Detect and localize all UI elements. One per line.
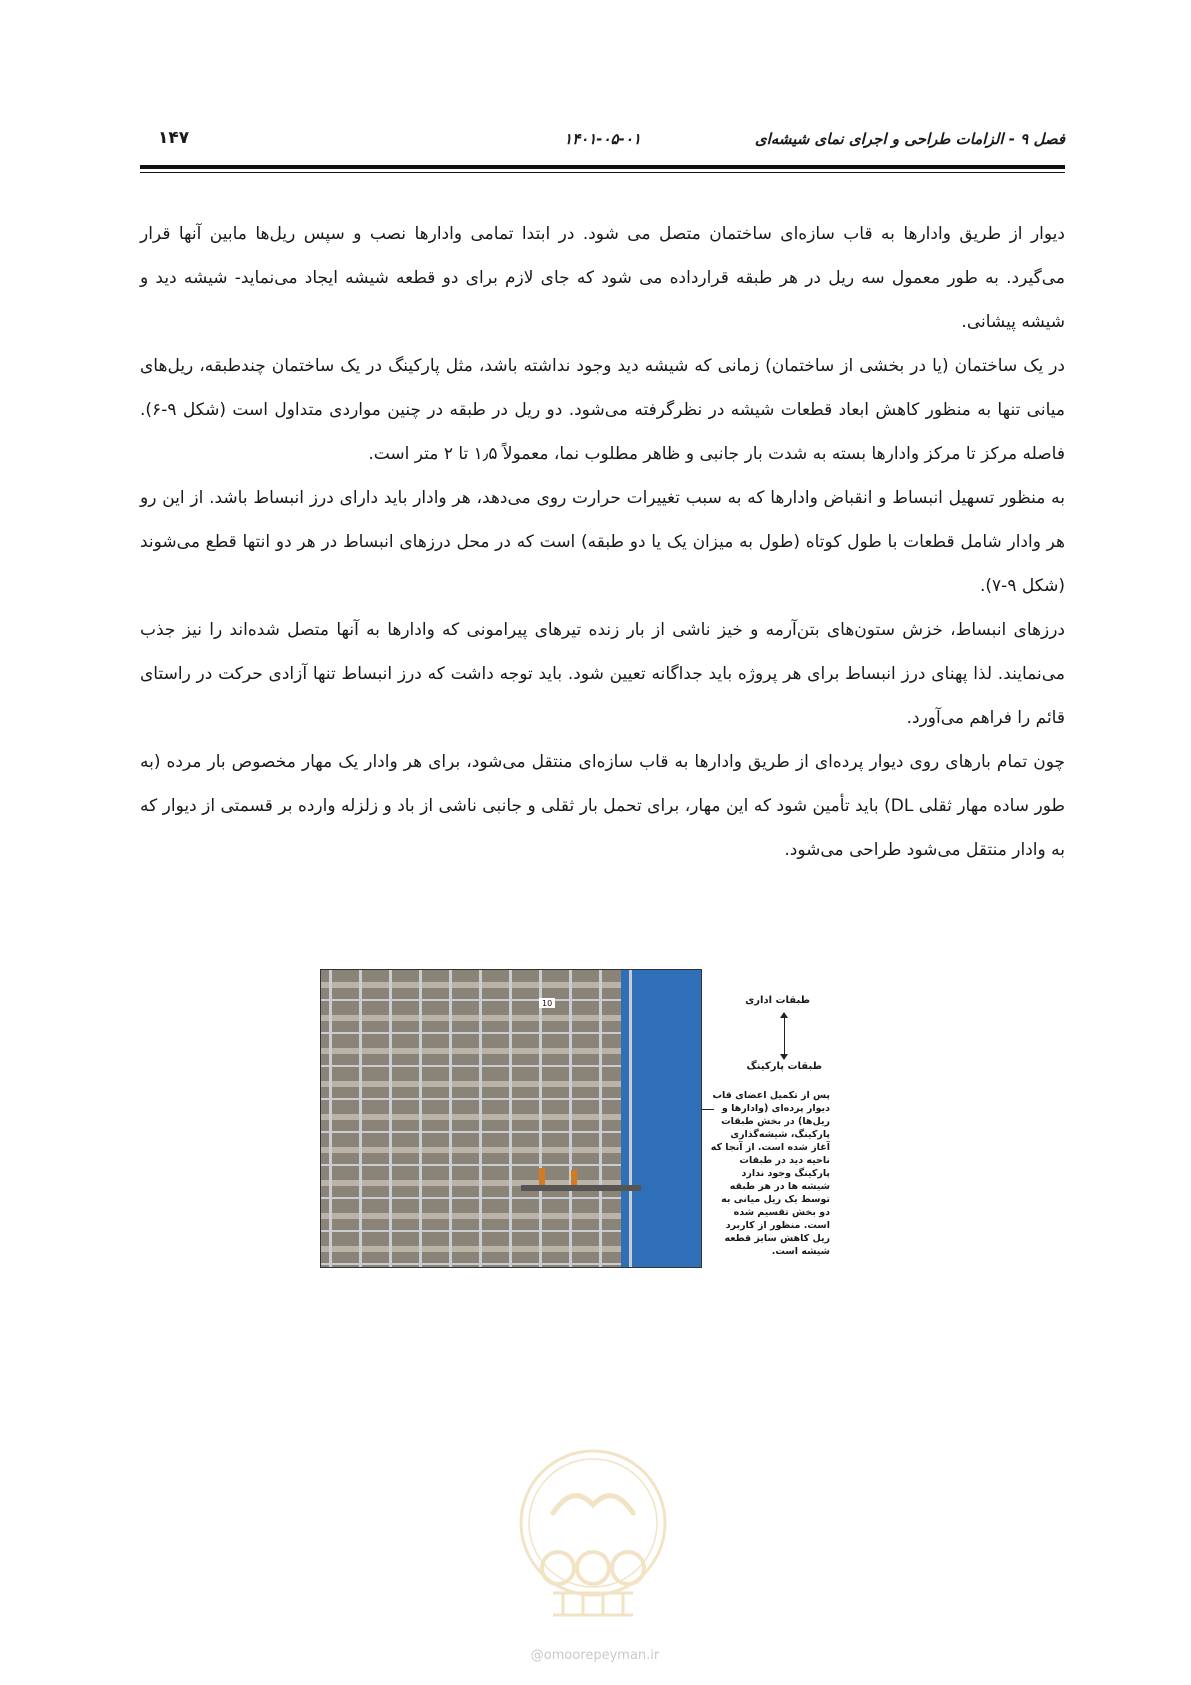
rail bbox=[321, 1164, 621, 1166]
floor-slab bbox=[321, 1246, 621, 1252]
rail bbox=[321, 1197, 621, 1199]
seal-watermark-icon bbox=[498, 1443, 688, 1633]
mullion bbox=[569, 970, 572, 1268]
label-parking-floors: طبقات پارکینگ bbox=[746, 1061, 822, 1072]
paragraph: به منظور تسهیل انبساط و انقباض وادارها که به سبب تغییرات حرارت روی می‌دهد، هر وادار باید دارای درز انبساط باشد. از این رو هر وادار شامل قطعات با طول کوتاه (طول به میزان یک یا دو طبقه) است که در محل درزهای انبساط در هر دو انتها قطع می‌شوند (شکل ۹-۷). bbox=[140, 488, 1065, 596]
seal-ring-inner bbox=[529, 1459, 657, 1587]
gondola-platform bbox=[521, 1185, 641, 1191]
figure-caption: پس از تکمیل اعضای قاب دیوار پرده‌ای (وادارها و ریل‌ها) در بخش طبقات پارکینگ، شیشه‌گذاری آغاز شده است. از آنجا که ناحیه دید در طبقات پارکینگ وجود ندارد شیشه ها در هر طبقه توسط یک ریل میانی به دو بخش تقسیم شده است. منظور از کاربرد ریل کاهش سایز قطعه شیشه است. bbox=[710, 1090, 830, 1257]
chapter-title: فصل ۹ - الزامات طراحی و اجرای نمای شیشه‌ای bbox=[754, 130, 1065, 148]
mullion bbox=[419, 970, 422, 1268]
mullion bbox=[599, 970, 602, 1268]
body-text bbox=[140, 212, 1065, 872]
rail bbox=[321, 999, 621, 1001]
rail bbox=[321, 1065, 621, 1067]
header-date: ۱۴۰۱-۰۵-۰۱ bbox=[564, 130, 641, 148]
floor-slab bbox=[321, 982, 621, 988]
paragraph: چون تمام بارهای روی دیوار پرده‌ای از طریق وادارها به قاب سازه‌ای منتقل می‌شود، برای هر وادار یک مهار مخصوص بار مرده (به طور ساده مهار ثقلی DL) باید تأمین شود که این مهار، برای تحمل بار ثقلی و جانبی ناشی از باد و زلزله وارده بر قسمتی از دیوار که به وادار منتقل می‌شود طراحی می‌شود. bbox=[140, 752, 1066, 860]
mullion bbox=[329, 970, 332, 1268]
floor-slab bbox=[321, 1114, 621, 1120]
rail bbox=[321, 1131, 621, 1133]
paragraph: درزهای انبساط، خزش ستون‌های بتن‌آرمه و خیز ناشی از بار زنده تیرهای پیرامونی که وادارها به آنها متصل شده‌اند را نیز جذب می‌نمایند. لذا پهنای درز انبساط برای هر پروژه باید جداگانه تعیین شود. باید توجه داشت که درز انبساط تنها آزادی حرکت در راستای قائم را فراهم می‌آورد. bbox=[140, 620, 1065, 728]
gear-icon bbox=[577, 1552, 609, 1584]
worker bbox=[539, 1168, 545, 1185]
floor-slab bbox=[321, 1015, 621, 1021]
floor-sign-number: 10 bbox=[542, 999, 553, 1008]
page-header bbox=[140, 124, 1065, 164]
mullion bbox=[509, 970, 512, 1268]
watermark-site: @omoorepeyman.ir bbox=[530, 1648, 660, 1663]
page-number: ۱۴۷ bbox=[158, 128, 190, 148]
header-rule-thin bbox=[140, 172, 1065, 173]
mullion bbox=[449, 970, 452, 1268]
building-photo bbox=[320, 969, 702, 1268]
floor-slab bbox=[321, 1081, 621, 1087]
rail bbox=[321, 1032, 621, 1034]
mullion bbox=[629, 970, 632, 1268]
mullion bbox=[389, 970, 392, 1268]
floor-slab bbox=[321, 1213, 621, 1219]
paragraph: دیوار از طریق وادارها به قاب سازه‌ای ساختمان متصل می شود. در ابتدا تمامی وادارها نصب و سپس ریل‌ها مابین آنها قرار می‌گیرد. به طور معمول سه ریل در هر طبقه قرارداده می شود که جای لازم برای دو قطعه شیشه ایجاد می‌نماید- شیشه دید و شیشه پیشانی. bbox=[140, 224, 1065, 332]
rail bbox=[321, 1098, 621, 1100]
mullion bbox=[479, 970, 482, 1268]
seal-calligraphy bbox=[553, 1496, 633, 1513]
floor-slab bbox=[321, 1147, 621, 1153]
label-office-floors: طبقات اداری bbox=[745, 995, 810, 1006]
figure-curtain-wall bbox=[320, 969, 860, 1268]
mullion bbox=[359, 970, 362, 1268]
header-rule-thick bbox=[140, 165, 1065, 169]
paragraph: در یک ساختمان (یا در بخشی از ساختمان) زمانی که شیشه دید وجود نداشته باشد، مثل پارکینگ در یک ساختمان چندطبقه، ریل‌های میانی تنها به منظور کاهش ابعاد قطعات شیشه در نظرگرفته می‌شود. دو ریل در طبقه در چنین مواردی متداول است (شکل ۹-۶). فاصله مرکز تا مرکز وادارها بسته به شدت بار جانبی و ظاهر مطلوب نما، معمولاً ۱٫۵ تا ۲ متر است. bbox=[140, 356, 1065, 464]
rail bbox=[321, 1230, 621, 1232]
worker bbox=[571, 1170, 577, 1185]
mullion bbox=[539, 970, 542, 1268]
floor-slab bbox=[321, 1048, 621, 1054]
building-illustration bbox=[321, 970, 702, 1268]
rail bbox=[321, 1263, 621, 1265]
double-arrow-icon bbox=[784, 1014, 785, 1058]
figure-labels bbox=[702, 969, 860, 1268]
